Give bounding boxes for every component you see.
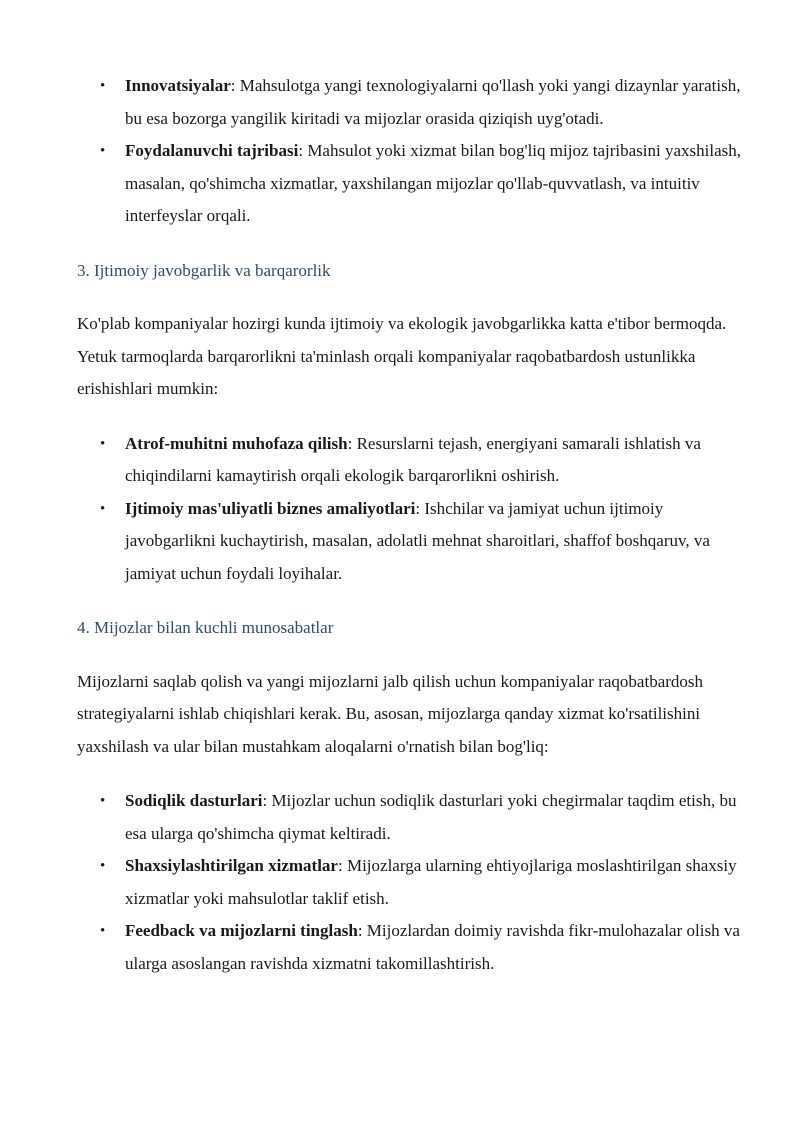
list-item-text: : Resurslarni tejash, energiyani samarali ishlatish va chiqindilarni kamaytirish orqali ekologik barqarorlikni oshirish. <box>125 433 701 485</box>
list-item-text: : Mahsulot yoki xizmat bilan bog'liq mijoz tajribasini yaxshilash, masalan, qo'shimcha xizmatlar, yaxshilangan mijozlar qo'llab-quvvatlash, va intuitiv interfeyslar orqali. <box>125 141 741 225</box>
list-item <box>77 850 747 915</box>
bullet-list-innovation <box>77 70 747 233</box>
list-item-term: Sodiqlik dasturlari <box>125 791 263 810</box>
bullet-marker: • <box>100 923 106 939</box>
list-item-text: : Ishchilar va jamiyat uchun ijtimoiy javobgarlikni kuchaytirish, masalan, adolatli mehnat sharoitlari, shaffof boshqaruv, va jamiyat uchun foydali loyihalar. <box>125 498 710 583</box>
bullet-list-customers <box>77 785 747 980</box>
list-item-term: Shaxsiylashtirilgan xizmatlar <box>125 856 338 875</box>
list-item-term: Innovatsiyalar <box>125 76 231 95</box>
list-item-term: Atrof-muhitni muhofaza qilish <box>125 433 348 453</box>
list-item-text: : Mijozlarga ularning ehtiyojlariga moslashtirilgan shaxsiy xizmatlar yoki mahsulotlar taklif etish. <box>125 856 737 908</box>
bullet-marker: • <box>100 78 106 94</box>
section-paragraph-3: Ko'plab kompaniyalar hozirgi kunda ijtimoiy va ekologik javobgarlikka katta e'tibor bermoqda. Yetuk tarmoqlarda barqarorlikni ta'minlash orqali kompaniyalar raqobatbardosh ustunlikka erishishlari mumkin: <box>77 314 727 398</box>
bullet-marker: • <box>100 143 106 159</box>
list-item-term: Ijtimoiy mas'uliyatli biznes amaliyotlari <box>125 498 416 518</box>
section-paragraph-4: Mijozlarni saqlab qolish va yangi mijozlarni jalb qilish uchun kompaniyalar raqobatbardosh strategiyalarni ishlab chiqishlari kerak. Bu, asosan, mijozlarga qanday xizmat ko'rsatilishini yaxshilash va ular bilan mustahkam aloqalarni o'rnatish bilan bog'liq: <box>77 671 704 756</box>
section-heading-4: 4. Mijozlar bilan kuchli munosabatlar <box>77 618 334 637</box>
list-item-term: Feedback va mijozlarni tinglash <box>125 921 358 940</box>
bullet-list-sustainability <box>77 428 747 591</box>
list-item <box>77 493 747 591</box>
bullet-marker: • <box>100 793 106 809</box>
list-item-text: : Mijozlardan doimiy ravishda fikr-mulohazalar olish va ularga asoslangan ravishda xizmatni takomillashtirish. <box>125 921 740 973</box>
list-item-text: : Mahsulotga yangi texnologiyalarni qo'llash yoki yangi dizaynlar yaratish, bu esa bozorga yangilik kiritadi va mijozlar orasida qiziqish uyg'otadi. <box>125 76 741 128</box>
section-heading-3: 3. Ijtimoiy javobgarlik va barqarorlik <box>77 260 331 280</box>
bullet-marker: • <box>100 435 106 452</box>
list-item-term: Foydalanuvchi tajribasi <box>125 141 299 160</box>
document-content <box>77 70 747 980</box>
bullet-marker: • <box>100 500 106 517</box>
list-item-text: : Mijozlar uchun sodiqlik dasturlari yoki chegirmalar taqdim etish, bu esa ularga qo'shimcha qiymat keltiradi. <box>125 791 737 843</box>
list-item <box>77 428 747 493</box>
list-item <box>77 135 747 233</box>
bullet-marker: • <box>100 858 106 874</box>
list-item <box>77 785 747 850</box>
list-item <box>77 915 747 980</box>
list-item <box>77 70 747 135</box>
